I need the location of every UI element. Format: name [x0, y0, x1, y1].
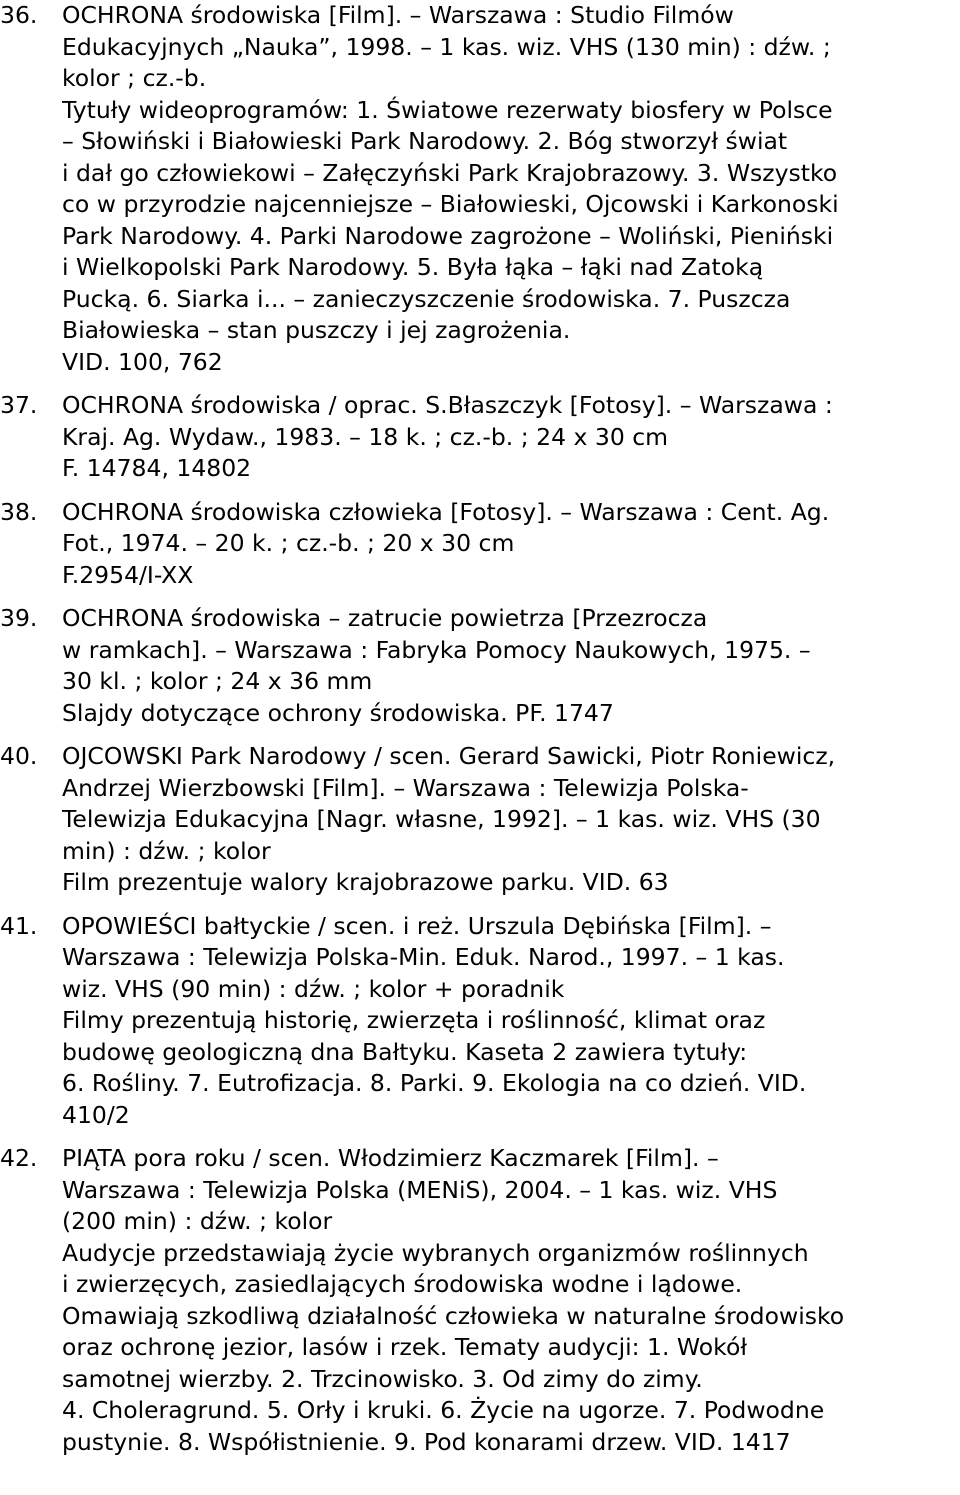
- entry-text-line: Tytuły wideoprogramów: 1. Światowe rezerwaty biosfery w Polsce: [62, 95, 833, 124]
- entry-text-line: oraz ochronę jezior, lasów i rzek. Tematy audycji: 1. Wokół: [62, 1333, 747, 1361]
- entry-gap: [0, 729, 960, 741]
- entry-text-line: Kraj. Ag. Wydaw., 1983. – 18 k. ; cz.-b. ; 24 x 30 cm: [62, 422, 669, 451]
- entry-text-line: samotnej wierzby. 2. Trzcinowisko. 3. Od zimy do zimy.: [62, 1364, 703, 1393]
- entry-text-line: – Słowiński i Białowieski Park Narodowy. 2. Bóg stworzył świat: [62, 127, 788, 155]
- entry-text-line: Slajdy dotyczące ochrony środowiska. PF. 1747: [62, 698, 614, 727]
- entry-text-line: Audycje przedstawiają życie wybranych organizmów roślinnych: [62, 1238, 809, 1267]
- entry-text-line: 6. Rośliny. 7. Eutrofizacja. 8. Parki. 9. Ekologia na co dzień. VID.: [62, 1069, 807, 1097]
- entry-description: [62, 0, 956, 378]
- entry-text-line: i zwierzęcych, zasiedlających środowiska wodne i lądowe.: [62, 1270, 743, 1298]
- entry-text-line: Edukacyjnych „Nauka”, 1998. – 1 kas. wiz. VHS (130 min) : dźw. ;: [62, 32, 831, 61]
- catalog-entry: [0, 0, 960, 378]
- entry-description: [62, 1143, 956, 1458]
- entry-text-line: PIĄTA pora roku / scen. Włodzimierz Kaczmarek [Film]. –: [62, 1144, 719, 1172]
- entry-text-line: 410/2: [62, 1100, 130, 1129]
- entry-number: 40.: [0, 742, 38, 770]
- entry-text-line: F. 14784, 14802: [62, 454, 252, 482]
- entry-number: 39.: [0, 604, 38, 632]
- entry-text-line: Białowieska – stan puszczy i jej zagrożenia.: [62, 316, 571, 344]
- entry-gap: [0, 591, 960, 603]
- entry-text-line: 30 kl. ; kolor ; 24 x 36 mm: [62, 667, 373, 695]
- entry-text-line: co w przyrodzie najcenniejsze – Białowieski, Ojcowski i Karkonoski: [62, 190, 839, 218]
- entry-text-line: Fot., 1974. – 20 k. ; cz.-b. ; 20 x 30 cm: [62, 529, 515, 557]
- entry-text-line: Omawiają szkodliwą działalność człowieka w naturalne środowisko: [62, 1301, 845, 1330]
- entry-number: 41.: [0, 911, 38, 940]
- entry-text-line: kolor ; cz.-b.: [62, 64, 207, 92]
- entry-gap: [0, 1131, 960, 1143]
- entry-text-line: Warszawa : Telewizja Polska-Min. Eduk. Narod., 1997. – 1 kas.: [62, 943, 785, 971]
- entry-number: 42.: [0, 1144, 38, 1172]
- entry-number: 36.: [0, 1, 38, 29]
- catalog-entry: [0, 911, 960, 1132]
- catalog-entry: [0, 1143, 960, 1458]
- entry-text-line: Pucką. 6. Siarka i... – zanieczyszczenie środowiska. 7. Puszcza: [62, 284, 791, 313]
- entry-text-line: (200 min) : dźw. ; kolor: [62, 1207, 333, 1235]
- entry-text-line: Park Narodowy. 4. Parki Narodowe zagrożone – Woliński, Pieniński: [62, 221, 834, 250]
- entry-number: 37.: [0, 391, 38, 419]
- entry-text-line: OCHRONA środowiska [Film]. – Warszawa : Studio Filmów: [62, 1, 734, 29]
- entry-text-line: F.2954/I-XX: [62, 560, 194, 589]
- entry-number: 38.: [0, 497, 38, 526]
- catalog-entry: [0, 390, 960, 485]
- entry-text-line: Telewizja Edukacyjna [Nagr. własne, 1992]. – 1 kas. wiz. VHS (30: [62, 805, 821, 833]
- entry-description: [62, 911, 956, 1132]
- entry-text-line: OCHRONA środowiska człowieka [Fotosy]. – Warszawa : Cent. Ag.: [62, 497, 830, 526]
- entry-text-line: OJCOWSKI Park Narodowy / scen. Gerard Sawicki, Piotr Roniewicz,: [62, 742, 836, 770]
- entry-text-line: budowę geologiczną dna Bałtyku. Kaseta 2 zawiera tytuły:: [62, 1037, 748, 1066]
- catalog-entry: [0, 603, 960, 729]
- entry-text-line: 4. Choleragrund. 5. Orły i kruki. 6. Życie na ugorze. 7. Podwodne: [62, 1396, 825, 1424]
- catalog-entry: [0, 741, 960, 899]
- entry-gap: [0, 378, 960, 390]
- entry-gap: [0, 485, 960, 497]
- entry-gap: [0, 899, 960, 911]
- entry-description: [62, 603, 956, 729]
- entry-description: [62, 390, 956, 485]
- entry-text-line: Filmy prezentują historię, zwierzęta i roślinność, klimat oraz: [62, 1006, 766, 1034]
- entry-description: [62, 497, 956, 592]
- entry-text-line: pustynie. 8. Współistnienie. 9. Pod konarami drzew. VID. 1417: [62, 1427, 791, 1456]
- catalog-entry: [0, 497, 960, 592]
- entry-text-line: OPOWIEŚCI bałtyckie / scen. i reż. Urszula Dębińska [Film]. –: [62, 911, 772, 940]
- entry-text-line: OCHRONA środowiska / oprac. S.Błaszczyk [Fotosy]. – Warszawa :: [62, 391, 833, 419]
- entry-text-line: Andrzej Wierzbowski [Film]. – Warszawa : Telewizja Polska-: [62, 773, 749, 802]
- entry-text-line: VID. 100, 762: [62, 347, 223, 376]
- entry-description: [62, 741, 956, 899]
- entry-text-line: min) : dźw. ; kolor: [62, 836, 271, 865]
- entry-text-line: w ramkach]. – Warszawa : Fabryka Pomocy Naukowych, 1975. –: [62, 635, 811, 664]
- entry-text-line: wiz. VHS (90 min) : dźw. ; kolor + poradnik: [62, 974, 565, 1003]
- entry-text-line: i Wielkopolski Park Narodowy. 5. Była łąka – łąki nad Zatoką: [62, 253, 764, 281]
- entry-text-line: i dał go człowiekowi – Załęczyński Park Krajobrazowy. 3. Wszystko: [62, 158, 838, 187]
- entry-text-line: OCHRONA środowiska – zatrucie powietrza [Przezrocza: [62, 604, 708, 632]
- entry-text-line: Film prezentuje walory krajobrazowe parku. VID. 63: [62, 868, 669, 896]
- entry-text-line: Warszawa : Telewizja Polska (MENiS), 2004. – 1 kas. wiz. VHS: [62, 1175, 778, 1204]
